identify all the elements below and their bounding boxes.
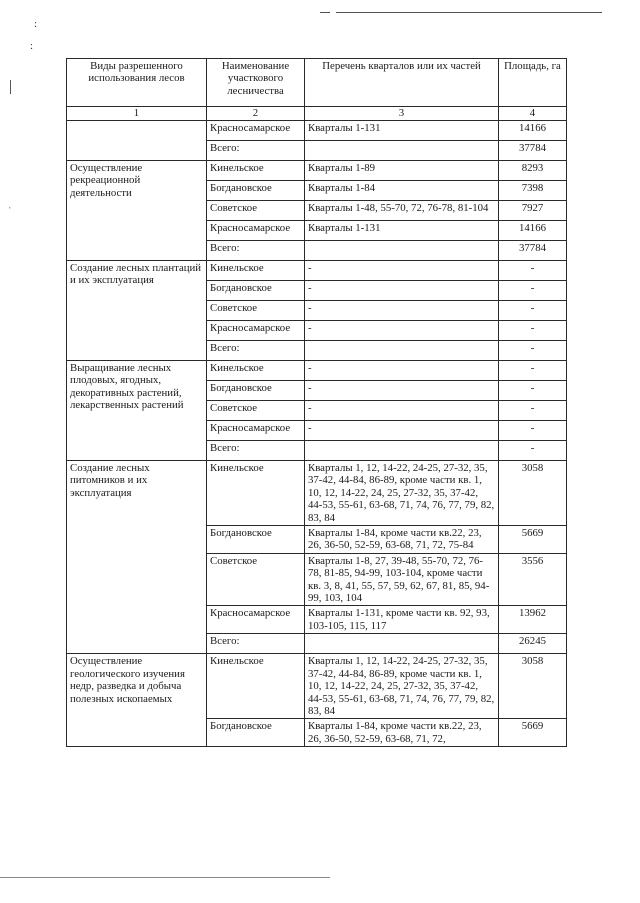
table-row: [67, 361, 567, 381]
total-label-cell: Всего:: [207, 241, 305, 261]
quarters-cell: -: [305, 321, 499, 341]
area-cell: 7927: [499, 201, 567, 221]
district-cell: Кинельское: [207, 361, 305, 381]
area-cell: 13962: [499, 606, 567, 634]
scan-mark: ˈ: [8, 205, 12, 217]
district-cell: Красносамарское: [207, 121, 305, 141]
district-cell: Богдановское: [207, 526, 305, 554]
quarters-cell: Кварталы 1-131: [305, 121, 499, 141]
quarters-cell: Кварталы 1-131, кроме части кв. 92, 93, 103-105, 115, 117: [305, 606, 499, 634]
area-cell: -: [499, 261, 567, 281]
quarters-cell: -: [305, 421, 499, 441]
quarters-cell: -: [305, 381, 499, 401]
quarters-cell: Кварталы 1, 12, 14-22, 24-25, 27-32, 35, 37-42, 44-84, 86-89, кроме части кв. 1, 10, 12, 14-22, 24, 25, 27-32, 35, 37-42, 44-53, 55-61, 63-68, 71, 74, 76, 77, 79, 82, 83, 84: [305, 654, 499, 719]
column-number-row: [67, 107, 567, 121]
district-cell: Красносамарское: [207, 421, 305, 441]
area-cell: -: [499, 401, 567, 421]
header-district: Наименование участкового лесничества: [207, 59, 305, 107]
table-row: [67, 654, 567, 719]
scan-mark: :: [34, 18, 38, 30]
quarters-cell: Кварталы 1-8, 27, 39-48, 55-70, 72, 76-78, 81-85, 94-99, 103-104, кроме части кв. 3, 8, 41, 55, 57, 59, 62, 67, 81, 85, 94-99, 103, 104: [305, 553, 499, 606]
district-cell: Красносамарское: [207, 321, 305, 341]
scan-mark: :: [30, 40, 34, 52]
quarters-cell: -: [305, 261, 499, 281]
area-cell: 26245: [499, 634, 567, 654]
district-cell: Богдановское: [207, 181, 305, 201]
district-cell: Советское: [207, 553, 305, 606]
column-number: 1: [67, 107, 207, 121]
area-cell: 5669: [499, 719, 567, 747]
quarters-cell: [305, 241, 499, 261]
header-area: Площадь, га: [499, 59, 567, 107]
district-cell: Красносамарское: [207, 606, 305, 634]
area-cell: 3058: [499, 654, 567, 719]
area-cell: 7398: [499, 181, 567, 201]
area-cell: 3556: [499, 553, 567, 606]
area-cell: -: [499, 381, 567, 401]
quarters-cell: [305, 341, 499, 361]
district-cell: Красносамарское: [207, 221, 305, 241]
quarters-cell: -: [305, 281, 499, 301]
table-row: [67, 461, 567, 526]
area-cell: -: [499, 361, 567, 381]
column-number: 3: [305, 107, 499, 121]
use-type-cell: Выращивание лесных плодовых, ягодных, декоративных растений, лекарственных растений: [67, 361, 207, 461]
district-cell: Советское: [207, 201, 305, 221]
district-cell: Богдановское: [207, 381, 305, 401]
quarters-cell: Кварталы 1-84, кроме части кв.22, 23, 26, 36-50, 52-59, 63-68, 71, 72,: [305, 719, 499, 747]
district-cell: Кинельское: [207, 161, 305, 181]
forest-use-table: [66, 58, 567, 747]
total-label-cell: Всего:: [207, 634, 305, 654]
table-row: [67, 121, 567, 141]
district-cell: Кинельское: [207, 654, 305, 719]
use-type-cell: Осуществление геологического изучения недр, разведка и добыча полезных ископаемых: [67, 654, 207, 747]
total-label-cell: Всего:: [207, 141, 305, 161]
quarters-cell: Кварталы 1-84, кроме части кв.22, 23, 26, 36-50, 52-59, 63-68, 71, 72, 75-84: [305, 526, 499, 554]
area-cell: 3058: [499, 461, 567, 526]
quarters-cell: Кварталы 1-84: [305, 181, 499, 201]
scan-left-mark: [10, 80, 11, 94]
use-type-cell: Осуществление рекреационной деятельности: [67, 161, 207, 261]
quarters-cell: Кварталы 1-131: [305, 221, 499, 241]
quarters-cell: -: [305, 361, 499, 381]
area-cell: -: [499, 441, 567, 461]
use-type-cell: [67, 121, 207, 161]
total-label-cell: Всего:: [207, 441, 305, 461]
column-number: 4: [499, 107, 567, 121]
quarters-cell: [305, 141, 499, 161]
area-cell: 14166: [499, 221, 567, 241]
quarters-cell: Кварталы 1-48, 55-70, 72, 76-78, 81-104: [305, 201, 499, 221]
scan-top-dash: [320, 12, 330, 13]
table-row: [67, 161, 567, 181]
area-cell: -: [499, 301, 567, 321]
district-cell: Кинельское: [207, 461, 305, 526]
area-cell: 37784: [499, 241, 567, 261]
area-cell: 5669: [499, 526, 567, 554]
table-header-row: [67, 59, 567, 107]
scan-top-line: [336, 12, 602, 13]
use-type-cell: Создание лесных плантаций и их эксплуатация: [67, 261, 207, 361]
district-cell: Богдановское: [207, 281, 305, 301]
quarters-cell: Кварталы 1-89: [305, 161, 499, 181]
area-cell: -: [499, 421, 567, 441]
district-cell: Богдановское: [207, 719, 305, 747]
area-cell: -: [499, 321, 567, 341]
district-cell: Советское: [207, 301, 305, 321]
quarters-cell: -: [305, 401, 499, 421]
scan-bottom-line: [0, 877, 330, 878]
area-cell: 37784: [499, 141, 567, 161]
header-use-type: Виды разрешенного использования лесов: [67, 59, 207, 107]
area-cell: 14166: [499, 121, 567, 141]
quarters-cell: [305, 441, 499, 461]
quarters-cell: Кварталы 1, 12, 14-22, 24-25, 27-32, 35, 37-42, 44-84, 86-89, кроме части кв. 1, 10, 12, 14-22, 24, 25, 27-32, 35, 37-42, 44-53, 55-61, 63-68, 71, 74, 76, 77, 79, 82, 83, 84: [305, 461, 499, 526]
district-cell: Советское: [207, 401, 305, 421]
area-cell: 8293: [499, 161, 567, 181]
quarters-cell: [305, 634, 499, 654]
quarters-cell: -: [305, 301, 499, 321]
district-cell: Кинельское: [207, 261, 305, 281]
header-quarters: Перечень кварталов или их частей: [305, 59, 499, 107]
use-type-cell: Создание лесных питомников и их эксплуатация: [67, 461, 207, 654]
table-row: [67, 261, 567, 281]
area-cell: -: [499, 341, 567, 361]
column-number: 2: [207, 107, 305, 121]
area-cell: -: [499, 281, 567, 301]
total-label-cell: Всего:: [207, 341, 305, 361]
